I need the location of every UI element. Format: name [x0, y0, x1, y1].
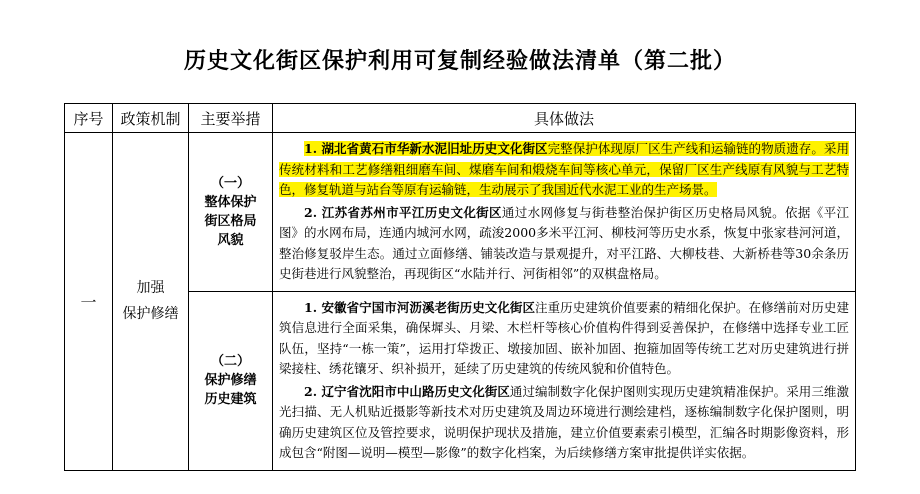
practice-item-text: 注重历史建筑价值要素的精细化保护。在修缮前对历史建筑信息进行全面采集，确保墀头、月梁、木栏杆等核心价值构件得到妥善保护，在修缮中选择专业工匠队伍，坚持“一栋一策”，运用打牮拨正、墩接加固、嵌补加固、抱箍加固等传统工艺对历史建筑进行拼梁接柱、绣花镶牙、织补损开，延续了历史建筑的传统风貌和价值特色。: [279, 299, 849, 376]
mechanism-line-1: 加强: [136, 280, 165, 297]
measure-cell-1: [189, 133, 273, 292]
practice-item: [279, 203, 849, 285]
measure-label: 整体保护: [204, 194, 257, 210]
practice-item-text: 完整保护体现原厂区生产线和运输链的物质遗存。采用传统材料和工艺修缮粗细磨车间、煤磨车间和煅烧车间等核心单元，保留厂区生产线原有风貌与工艺特色，修复轨道与站台等原有运输链，生动展示了我国近代水泥工业的生产场景。: [279, 141, 849, 197]
practice-cell-1: [273, 133, 856, 292]
practice-item-title: 2. 辽宁省沈阳市中山路历史文化街区: [304, 383, 510, 399]
document-title: 历史文化街区保护利用可复制经验做法清单（第二批）: [183, 48, 736, 74]
highlight: [279, 141, 849, 197]
measure-label: 历史建筑: [204, 392, 257, 407]
practice-item: [279, 139, 849, 201]
practice-item: [279, 298, 849, 380]
header-measure: 主要举措: [189, 104, 273, 133]
practice-cell-2: [273, 291, 856, 470]
practice-item: [279, 382, 849, 464]
measure-label: （二）: [210, 354, 250, 369]
practice-item-title: 1. 安徽省宁国市河沥溪老街历史文化街区: [304, 299, 536, 315]
mechanism-line-2: 保护修缮: [122, 306, 179, 323]
measure-label: （一）: [210, 175, 250, 191]
practice-item-title: 1. 湖北省黄石市华新水泥旧址历史文化街区: [304, 141, 548, 156]
practice-item-text: 通过水网修复与街巷整治保护街区历史格局风貌。依据《平江图》的水网布局，连通内城河水网，疏浚2000多米平江河、柳枝河等历史水系，恢复中张家巷河河道，整治修复驳岸生态。通过立面修缮、铺装改造与景观提升，对平江路、大柳枝巷、大新桥巷等30余条历史街巷进行风貌整治，再现街区“水陆并行、河街相邻”的双棋盘格局。: [279, 204, 849, 281]
header-seq: 序号: [65, 104, 113, 133]
row-mechanism: [113, 133, 189, 471]
measure-cell-2: [189, 291, 273, 470]
header-practice: 具体做法: [273, 104, 856, 133]
row-seq: 一: [65, 133, 113, 471]
header-mechanism: 政策机制: [113, 104, 189, 133]
table-header-row: [65, 104, 856, 133]
table-row: [65, 133, 856, 292]
measure-label: 风貌: [217, 232, 244, 248]
measure-label: 保护修缮: [204, 373, 257, 388]
practice-item-text: 通过编制数字化保护图则实现历史建筑精准保护。采用三维激光扫描、无人机贴近摄影等新技术对历史建筑及周边环境进行测绘建档，逐栋编制数字化保护图则，明确历史建筑区位及管控要求，说明保护现状及措施，建立价值要素索引模型，汇编各时期影像资料，形成包含“附图—说明—模型—影像”的数字化档案，为后续修缮方案审批提供详实依据。: [279, 383, 849, 460]
practice-table: [64, 103, 856, 471]
measure-label: 街区格局: [204, 213, 257, 229]
practice-item-title: 2. 江苏省苏州市平江历史文化街区: [304, 204, 502, 220]
